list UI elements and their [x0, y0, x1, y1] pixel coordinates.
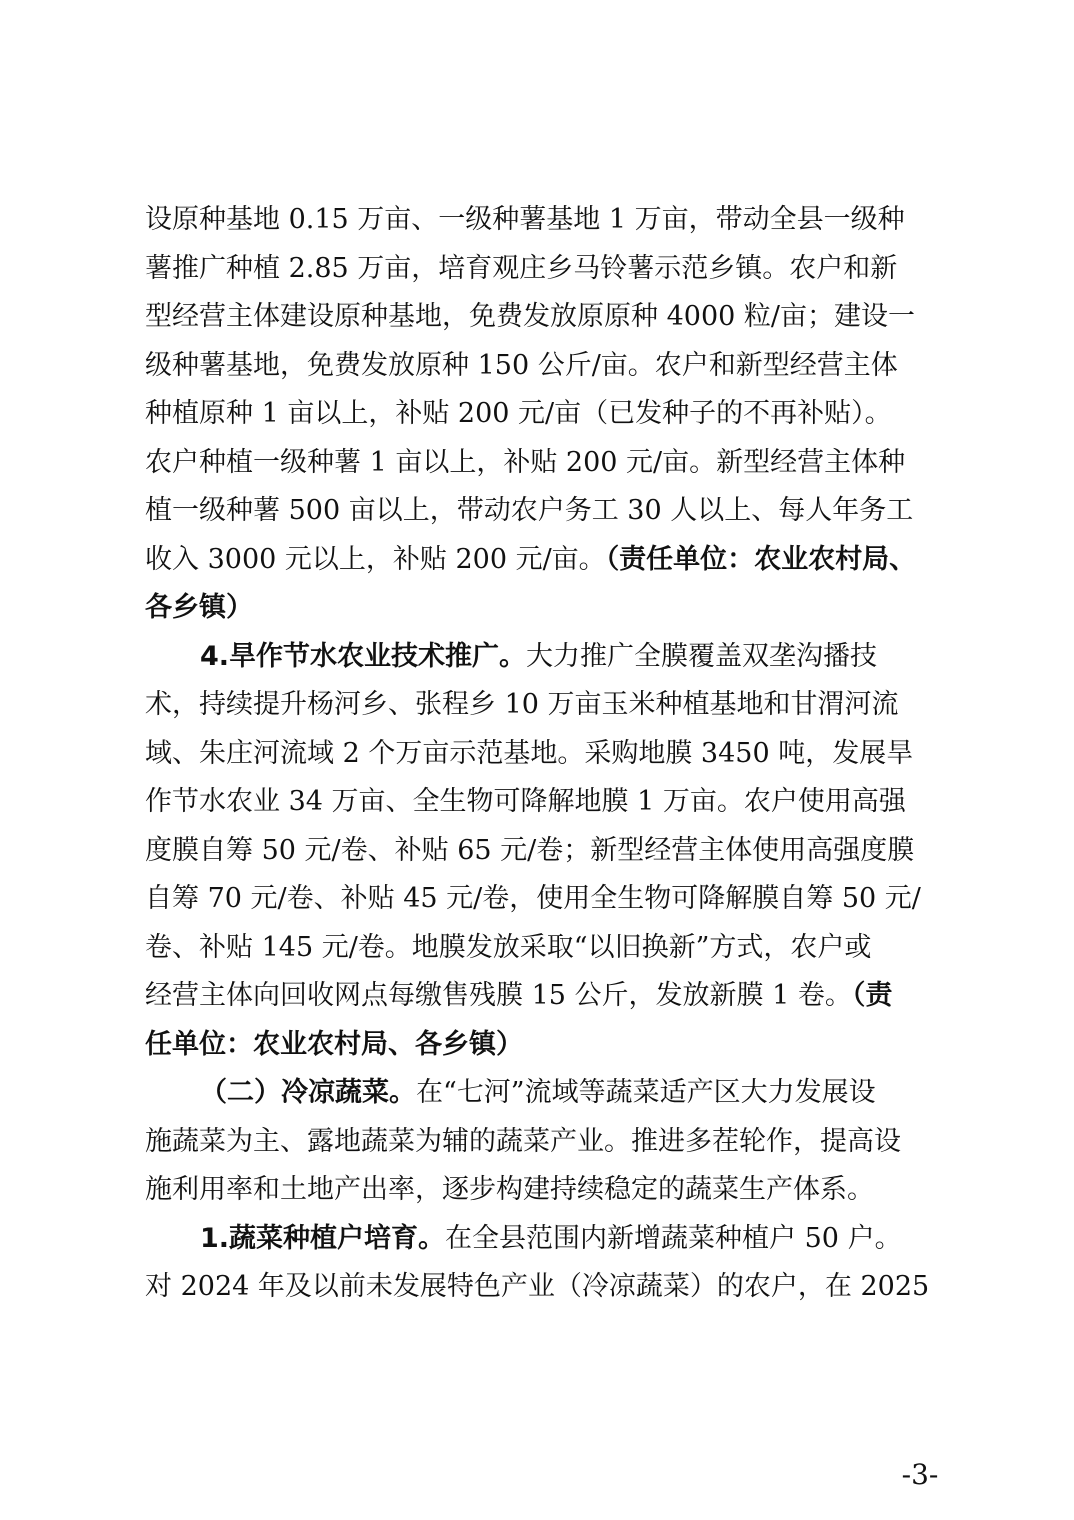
body-text: 薯推广种植 2.85 万亩，培育观庄乡马铃薯示范乡镇。农户和新	[145, 253, 898, 284]
text-line	[145, 1025, 945, 1065]
text-line	[145, 1170, 945, 1210]
responsible-unit-label: （责	[851, 980, 893, 1011]
responsible-unit-label: 任单位：农业农村局、各乡镇）	[145, 1029, 523, 1060]
text-line	[145, 928, 945, 968]
text-line	[145, 734, 945, 774]
text-line	[145, 1122, 945, 1162]
body-text: 在“七河”流域等蔬菜适产区大力发展设	[416, 1077, 876, 1108]
text-line	[145, 249, 945, 289]
body-text: 自筹 70 元/卷、补贴 45 元/卷，使用全生物可降解膜自筹 50 元/	[145, 883, 921, 914]
body-text: 收入 3000 元以上，补贴 200 元/亩。	[145, 544, 606, 575]
section-heading: （二）冷凉蔬菜。	[200, 1077, 416, 1108]
body-text: 作节水农业 34 万亩、全生物可降解地膜 1 万亩。农户使用高强	[145, 786, 906, 817]
text-line	[145, 976, 945, 1016]
section-heading: 1.蔬菜种植户培育。	[200, 1223, 446, 1254]
body-text: 型经营主体建设原种基地，免费发放原原种 4000 粒/亩；建设一	[145, 301, 915, 332]
text-line	[145, 540, 945, 580]
body-text: 在全县范围内新增蔬菜种植户 50 户。	[445, 1223, 902, 1254]
section-heading: 4.旱作节水农业技术推广。	[200, 641, 527, 672]
body-text: 卷、补贴 145 元/卷。地膜发放采取“以旧换新”方式，农户或	[145, 932, 872, 963]
body-text: 经营主体向回收网点每缴售残膜 15 公斤，发放新膜 1 卷。	[145, 980, 852, 1011]
text-line	[145, 394, 945, 434]
body-text: 种植原种 1 亩以上，补贴 200 元/亩（已发种子的不再补贴）。	[145, 398, 892, 429]
body-text: 农户种植一级种薯 1 亩以上，补贴 200 元/亩。新型经营主体种	[145, 447, 906, 478]
body-text: 度膜自筹 50 元/卷、补贴 65 元/卷；新型经营主体使用高强度膜	[145, 835, 915, 866]
text-line	[145, 879, 945, 919]
text-line	[200, 1219, 945, 1259]
responsible-unit-label: （责任单位：农业农村局、	[605, 544, 917, 575]
body-text: 大力推广全膜覆盖双垄沟播技	[526, 641, 878, 672]
page-number: -3-	[901, 1458, 939, 1491]
text-line	[145, 588, 945, 628]
body-text: 施利用率和土地产出率，逐步构建持续稳定的蔬菜生产体系。	[145, 1174, 874, 1205]
text-line	[145, 200, 945, 240]
text-line	[145, 831, 945, 871]
body-text: 设原种基地 0.15 万亩、一级种薯基地 1 万亩，带动全县一级种	[145, 204, 905, 235]
body-text: 施蔬菜为主、露地蔬菜为辅的蔬菜产业。推进多茬轮作，提高设	[145, 1126, 901, 1157]
body-text: 域、朱庄河流域 2 个万亩示范基地。采购地膜 3450 吨，发展旱	[145, 738, 914, 769]
text-line	[145, 1267, 945, 1307]
text-line	[145, 782, 945, 822]
text-line	[200, 1073, 945, 1113]
body-text: 植一级种薯 500 亩以上，带动农户务工 30 人以上、每人年务工	[145, 495, 914, 526]
text-line	[145, 685, 945, 725]
text-line	[145, 491, 945, 531]
text-line	[200, 637, 945, 677]
text-line	[145, 346, 945, 386]
responsible-unit-label: 各乡镇）	[145, 592, 253, 623]
body-text: 级种薯基地，免费发放原种 150 公斤/亩。农户和新型经营主体	[145, 350, 898, 381]
body-text: 对 2024 年及以前未发展特色产业（冷凉蔬菜）的农户，在 2025	[145, 1271, 930, 1302]
text-line	[145, 443, 945, 483]
text-line	[145, 297, 945, 337]
body-text: 术，持续提升杨河乡、张程乡 10 万亩玉米种植基地和甘渭河流	[145, 689, 899, 720]
